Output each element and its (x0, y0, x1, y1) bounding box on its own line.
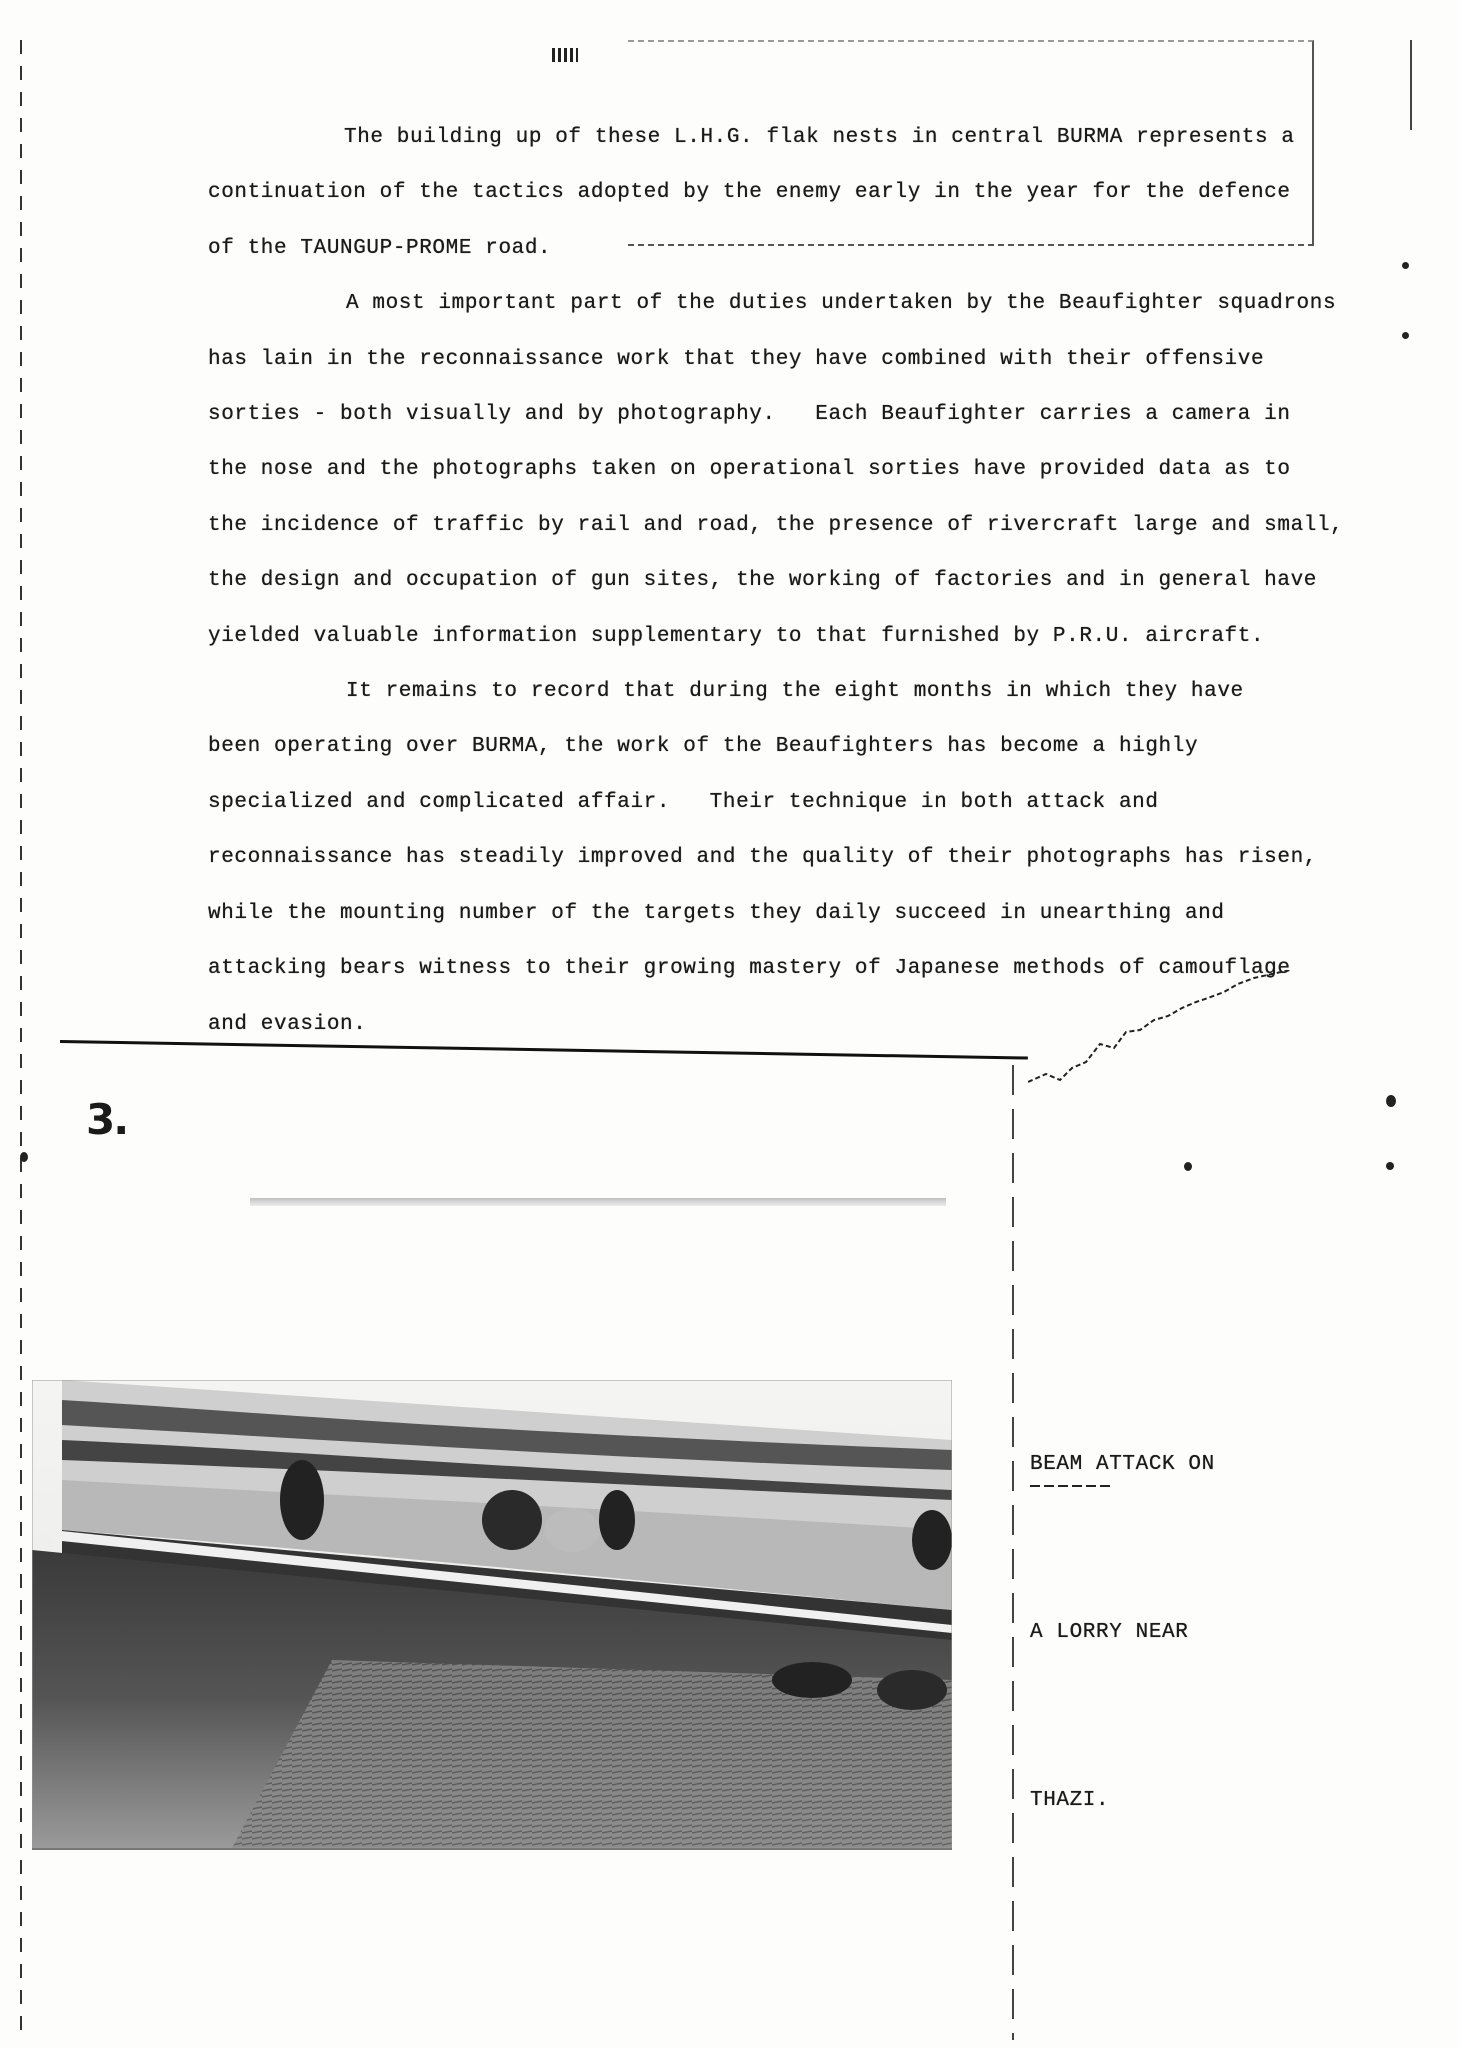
ink-speck (20, 1152, 28, 1162)
ink-speck (1386, 1095, 1396, 1107)
column-divider (1012, 1065, 1014, 2040)
photo-shadow-strip (250, 1198, 946, 1206)
paragraph-line: reconnaissance has steadily improved and the quality of their photographs has risen, (208, 846, 1317, 870)
paragraph-line: sorties - both visually and by photography. Each Beaufighter carries a camera in (208, 403, 1291, 427)
caption-line: A LORRY NEAR (1030, 1621, 1189, 1644)
caption-line: BEAM ATTACK ON (1030, 1453, 1215, 1476)
paragraph-line: continuation of the tactics adopted by the enemy early in the year for the defence (208, 181, 1291, 205)
paragraph-line: The building up of these L.H.G. flak nests in central BURMA represents a (344, 126, 1295, 149)
caption-line: THAZI. (1030, 1789, 1110, 1812)
paragraph-line: specialized and complicated affair. Their technique in both attack and (208, 790, 1159, 814)
paragraph-line: the incidence of traffic by rail and road, the presence of rivercraft large and small, (208, 513, 1344, 537)
paragraph-line: attacking bears witness to their growing mastery of Japanese methods of camouflage (208, 957, 1291, 981)
aerial-photograph (32, 1380, 952, 1850)
torn-paper-edge (1028, 970, 1378, 1100)
paragraph-line: yielded valuable information supplementary to that furnished by P.R.U. aircraft. (208, 624, 1265, 648)
ink-speck (1402, 332, 1409, 339)
paragraph-line: A most important part of the duties undertaken by the Beaufighter squadrons (346, 292, 1337, 316)
paragraph-line: been operating over BURMA, the work of the Beaufighters has become a highly (208, 735, 1199, 759)
ink-speck (1402, 262, 1409, 269)
paragraph-line: the design and occupation of gun sites, the working of factories and in general have (208, 569, 1317, 593)
paragraph-line: and evasion. (208, 1012, 367, 1036)
page-left-edge (20, 40, 22, 2030)
figure-number: 3. (86, 1095, 128, 1144)
paragraph-line: of the TAUNGUP-PROME road. (208, 236, 552, 260)
ink-speck (1184, 1162, 1192, 1171)
paragraph-line: It remains to record that during the eight months in which they have (346, 680, 1244, 704)
stamp-mark (552, 48, 578, 62)
ink-speck (1386, 1162, 1394, 1170)
page-right-edge (1410, 40, 1412, 130)
paragraph-line: has lain in the reconnaissance work that they have combined with their offensive (208, 347, 1265, 371)
body-text (208, 110, 1398, 1052)
photo-caption (1030, 1325, 1215, 1885)
paragraph-line: the nose and the photographs taken on operational sorties have provided data as to (208, 458, 1291, 482)
caption-underline (1030, 1485, 1112, 1487)
paragraph-line: while the mounting number of the targets they daily succeed in unearthing and (208, 901, 1225, 925)
